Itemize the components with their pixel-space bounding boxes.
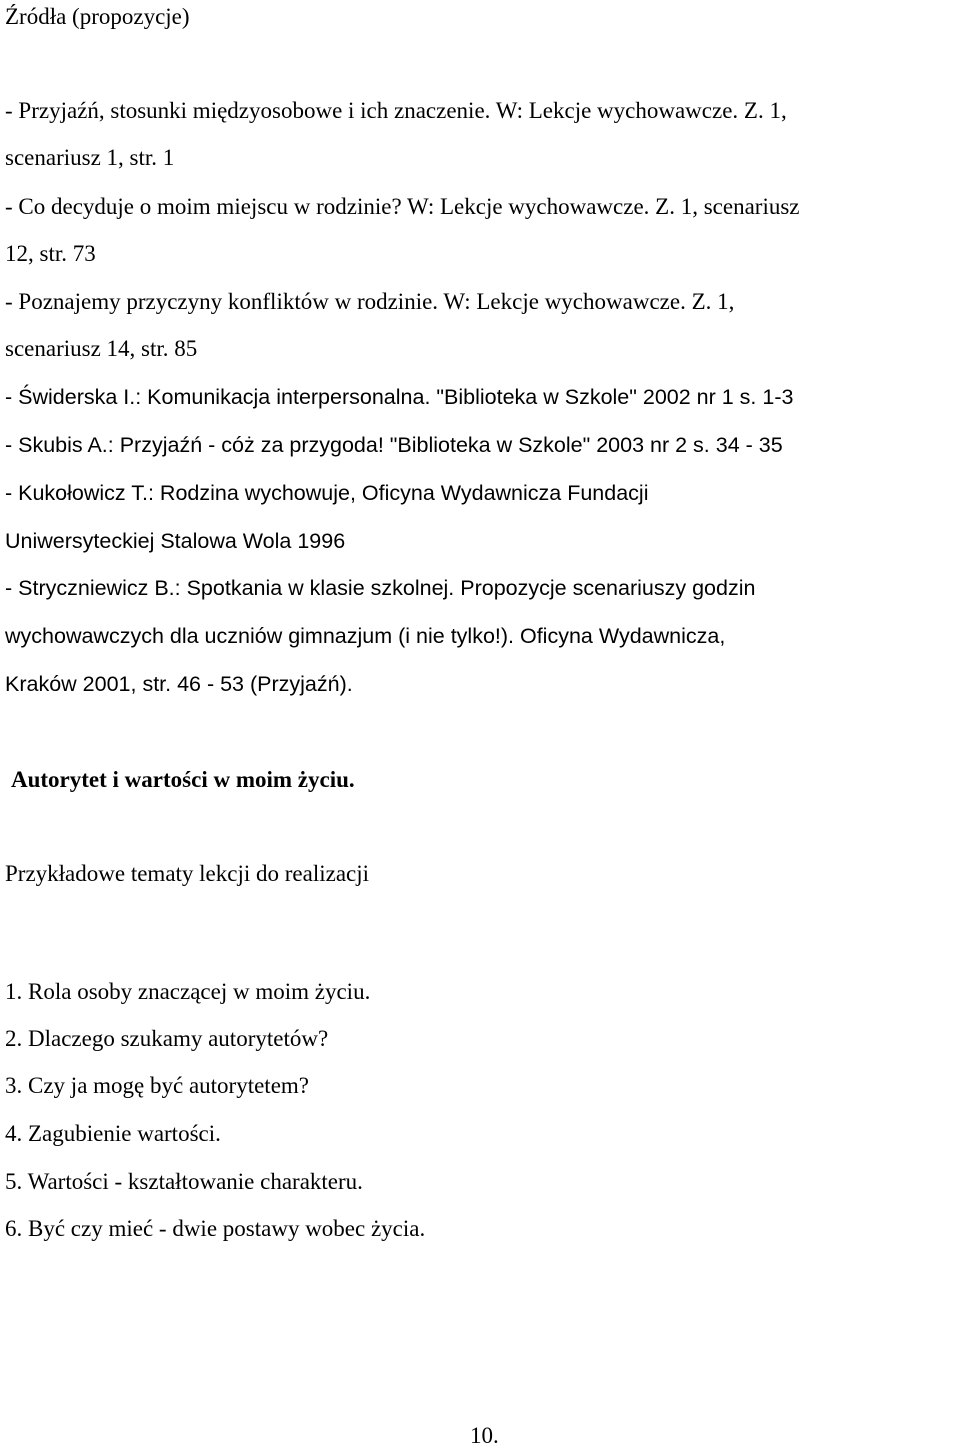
source-line: Kraków 2001, str. 46 - 53 (Przyjaźń). bbox=[5, 672, 353, 696]
source-line: - Stryczniewicz B.: Spotkania w klasie szkolnej. Propozycje scenariuszy godzin bbox=[5, 576, 756, 600]
sources-title: Źródła (propozycje) bbox=[5, 4, 190, 29]
source-line: Uniwersyteckiej Stalowa Wola 1996 bbox=[5, 529, 346, 553]
page-number: 10. bbox=[470, 1423, 499, 1448]
source-line: scenariusz 1, str. 1 bbox=[5, 145, 175, 170]
source-line: - Co decyduje o moim miejscu w rodzinie? W: Lekcje wychowawcze. Z. 1, scenariusz bbox=[5, 194, 800, 219]
section-subheading: Przykładowe tematy lekcji do realizacji bbox=[5, 861, 370, 886]
topic-item: 5. Wartości - kształtowanie charakteru. bbox=[5, 1169, 363, 1194]
source-line: 12, str. 73 bbox=[5, 241, 96, 266]
topic-item: 4. Zagubienie wartości. bbox=[5, 1121, 221, 1146]
source-line: - Poznajemy przyczyny konfliktów w rodzinie. W: Lekcje wychowawcze. Z. 1, bbox=[5, 289, 735, 314]
source-line: wychowawczych dla uczniów gimnazjum (i nie tylko!). Oficyna Wydawnicza, bbox=[5, 624, 726, 648]
source-line: scenariusz 14, str. 85 bbox=[5, 336, 198, 361]
topic-item: 2. Dlaczego szukamy autorytetów? bbox=[5, 1026, 329, 1051]
topic-item: 6. Być czy mieć - dwie postawy wobec życia. bbox=[5, 1216, 426, 1241]
topic-item: 3. Czy ja mogę być autorytetem? bbox=[5, 1073, 310, 1098]
source-line: - Kukołowicz T.: Rodzina wychowuje, Oficyna Wydawnicza Fundacji bbox=[5, 481, 649, 505]
source-line: - Świderska I.: Komunikacja interpersonalna. "Biblioteka w Szkole" 2002 nr 1 s. 1-3 bbox=[5, 385, 794, 409]
source-line: - Skubis A.: Przyjaźń - cóż za przygoda! "Biblioteka w Szkole" 2003 nr 2 s. 34 - 35 bbox=[5, 433, 783, 457]
section-heading: Autorytet i wartości w moim życiu. bbox=[11, 767, 355, 792]
source-line: - Przyjaźń, stosunki międzyosobowe i ich znaczenie. W: Lekcje wychowawcze. Z. 1, bbox=[5, 98, 787, 123]
topic-item: 1. Rola osoby znaczącej w moim życiu. bbox=[5, 979, 371, 1004]
